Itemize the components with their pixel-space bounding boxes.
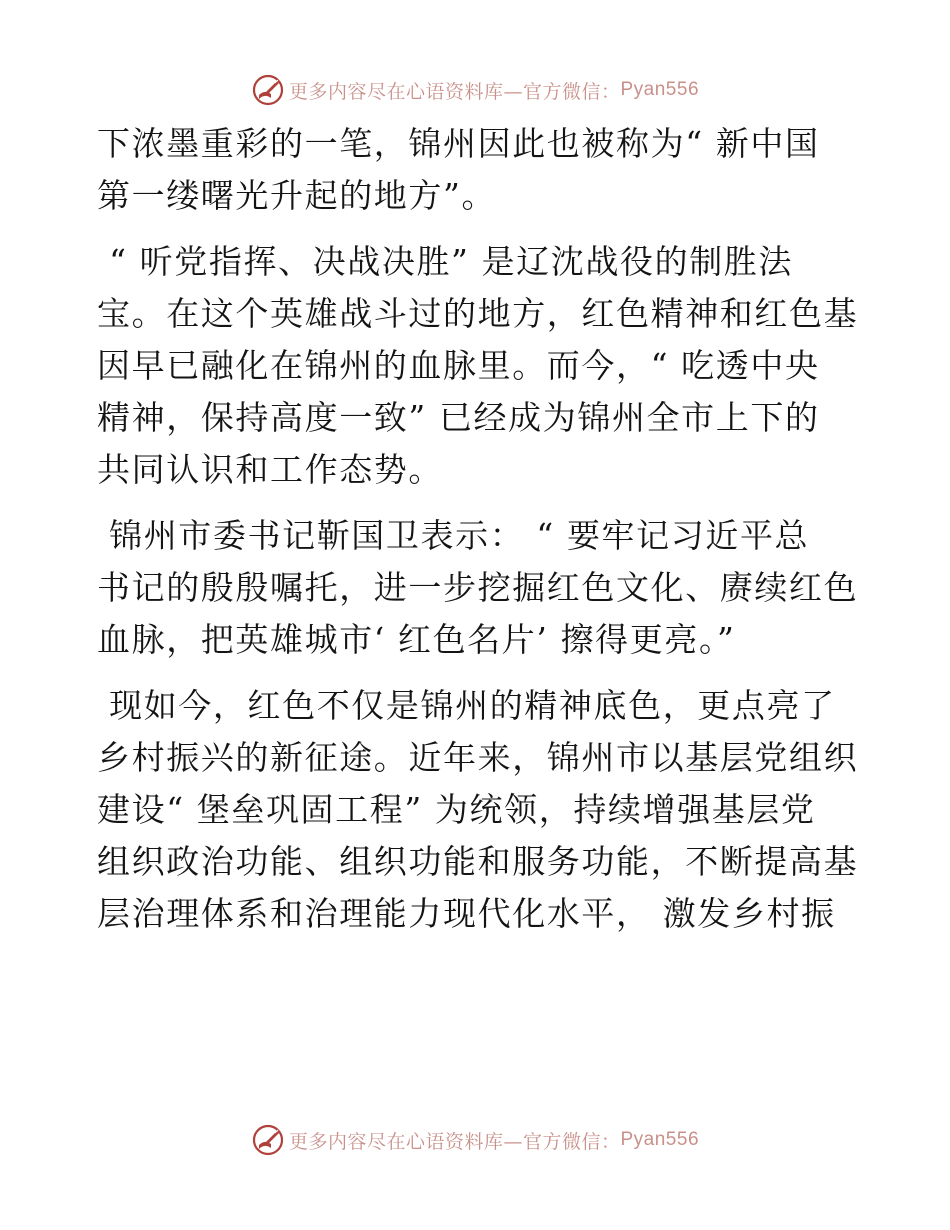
watermark-text: 更多内容尽在心语资料库—官方微信： bbox=[288, 80, 621, 103]
text-line: 锦州市委书记靳国卫表示： “ 要牢记习近平总 bbox=[97, 516, 810, 555]
document-body bbox=[97, 118, 857, 954]
text-line: 建设“ 堡垒巩固工程” 为统领，持续增强基层党 bbox=[97, 790, 816, 829]
text-line: 精神，保持高度一致” 已经成为锦州全市上下的 bbox=[97, 398, 820, 437]
text-line: 因早已融化在锦州的血脉里。而今，“ 吃透中央 bbox=[97, 346, 820, 385]
footer-watermark bbox=[0, 1120, 950, 1160]
paragraph-3 bbox=[97, 510, 857, 666]
text-line: 现如今，红色不仅是锦州的精神底色，更点亮了 bbox=[97, 686, 836, 725]
red-book-quill-logo-icon bbox=[251, 1123, 285, 1157]
text-line: 下浓墨重彩的一笔，锦州因此也被称为“ 新中国 bbox=[97, 124, 820, 163]
text-line: 层治理体系和治理能力现代化水平， 激发乡村振 bbox=[97, 894, 836, 933]
watermark-wechat-id: Pyan556 bbox=[620, 79, 700, 100]
paragraph-1 bbox=[97, 118, 857, 222]
watermark-text: 更多内容尽在心语资料库—官方微信： bbox=[288, 1130, 621, 1153]
text-line: 血脉，把英雄城市‘ 红色名片’ 擦得更亮。” bbox=[97, 620, 736, 659]
header-watermark bbox=[0, 70, 950, 110]
text-line: “ 听党指挥、决战决胜” 是辽沈战役的制胜法 bbox=[97, 242, 794, 281]
text-line: 共同认识和工作态势。 bbox=[97, 450, 443, 489]
red-book-quill-logo-icon bbox=[251, 73, 285, 107]
text-line: 乡村振兴的新征途。近年来，锦州市以基层党组织 bbox=[97, 738, 859, 777]
paragraph-4 bbox=[97, 680, 857, 940]
text-line: 组织政治功能、组织功能和服务功能，不断提高基 bbox=[97, 842, 859, 881]
watermark-wechat-id: Pyan556 bbox=[620, 1129, 700, 1150]
text-line: 书记的殷殷嘱托，进一步挖掘红色文化、赓续红色 bbox=[97, 568, 859, 607]
paragraph-2 bbox=[97, 236, 857, 496]
text-line: 宝。在这个英雄战斗过的地方，红色精神和红色基 bbox=[97, 294, 859, 333]
text-line: 第一缕曙光升起的地方”。 bbox=[97, 176, 497, 215]
